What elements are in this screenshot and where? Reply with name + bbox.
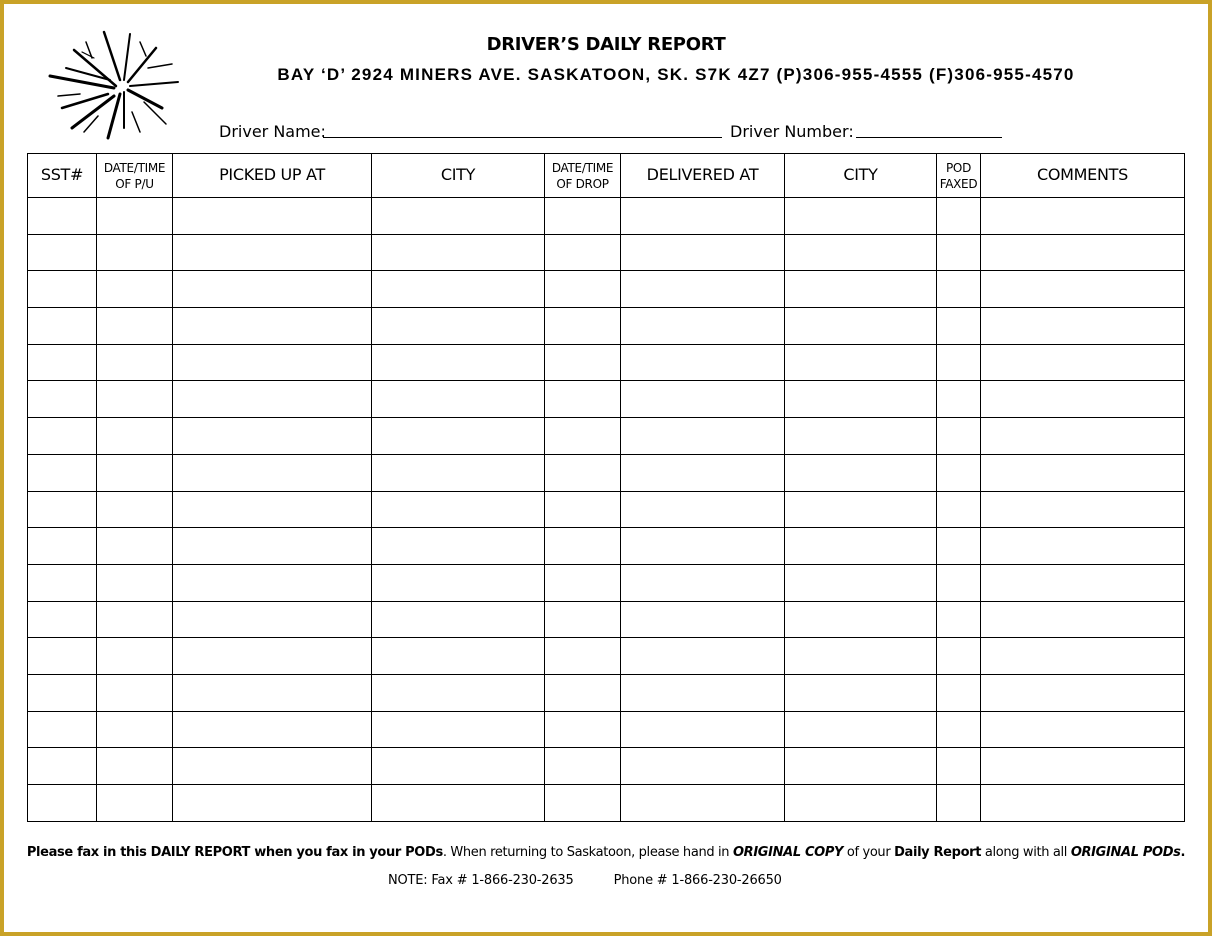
entry-cell-drop_city[interactable] <box>785 528 937 565</box>
entry-cell-drop_datetime[interactable] <box>545 381 621 418</box>
table-row <box>28 454 1185 491</box>
entry-cell-picked_up_at[interactable] <box>173 234 372 271</box>
phone-number: Phone # 1-866-230-26650 <box>613 873 782 888</box>
column-header-sst: SST# <box>28 154 97 198</box>
contact-note <box>388 873 782 888</box>
entry-cell-comments[interactable] <box>981 564 1185 601</box>
entry-cell-delivered_at[interactable] <box>621 271 785 308</box>
starburst-logo-icon <box>44 28 184 143</box>
entry-cell-drop_datetime[interactable] <box>545 454 621 491</box>
entry-cell-pu_city[interactable] <box>372 234 545 271</box>
entry-cell-drop_datetime[interactable] <box>545 491 621 528</box>
table-row <box>28 491 1185 528</box>
entry-cell-pod_faxed[interactable] <box>937 674 981 711</box>
entry-cell-drop_city[interactable] <box>785 638 937 675</box>
entry-cell-picked_up_at[interactable] <box>173 308 372 345</box>
fax-instructions: Please fax in this DAILY REPORT when you fax in your PODs. When returning to Saskatoon, please hand in ORIGINAL COPY of your Daily Report along with all ORIGINAL PODs. <box>26 845 1186 860</box>
entry-cell-picked_up_at[interactable] <box>173 528 372 565</box>
entry-cell-delivered_at[interactable] <box>621 711 785 748</box>
entry-cell-drop_datetime[interactable] <box>545 234 621 271</box>
entry-cell-delivered_at[interactable] <box>621 234 785 271</box>
entry-cell-sst[interactable] <box>28 528 97 565</box>
entry-cell-pod_faxed[interactable] <box>937 748 981 785</box>
entry-cell-picked_up_at[interactable] <box>173 674 372 711</box>
entry-cell-delivered_at[interactable] <box>621 308 785 345</box>
entry-cell-comments[interactable] <box>981 674 1185 711</box>
entry-cell-pu_city[interactable] <box>372 528 545 565</box>
column-header-picked-up-at: PICKED UP AT <box>173 154 372 198</box>
entry-cell-pu_datetime[interactable] <box>97 491 173 528</box>
column-header-delivered-at: DELIVERED AT <box>621 154 785 198</box>
entry-cell-pu_city[interactable] <box>372 601 545 638</box>
entry-cell-picked_up_at[interactable] <box>173 198 372 235</box>
entry-cell-comments[interactable] <box>981 381 1185 418</box>
table-row <box>28 198 1185 235</box>
entry-cell-delivered_at[interactable] <box>621 601 785 638</box>
entry-cell-pod_faxed[interactable] <box>937 308 981 345</box>
column-header-drop-datetime: DATE/TIME OF DROP <box>545 154 621 198</box>
entry-cell-drop_datetime[interactable] <box>545 711 621 748</box>
entry-cell-drop_city[interactable] <box>785 454 937 491</box>
entry-cell-picked_up_at[interactable] <box>173 748 372 785</box>
entry-cell-pu_datetime[interactable] <box>97 454 173 491</box>
column-header-comments: COMMENTS <box>981 154 1185 198</box>
entry-cell-sst[interactable] <box>28 748 97 785</box>
entry-cell-pu_datetime[interactable] <box>97 381 173 418</box>
entry-cell-drop_datetime[interactable] <box>545 528 621 565</box>
entry-cell-pu_city[interactable] <box>372 564 545 601</box>
entry-cell-comments[interactable] <box>981 528 1185 565</box>
table-row <box>28 711 1185 748</box>
entry-cell-picked_up_at[interactable] <box>173 271 372 308</box>
entry-cell-delivered_at[interactable] <box>621 748 785 785</box>
entry-cell-delivered_at[interactable] <box>621 674 785 711</box>
entry-cell-pod_faxed[interactable] <box>937 711 981 748</box>
entry-cell-sst[interactable] <box>28 674 97 711</box>
entry-cell-drop_city[interactable] <box>785 381 937 418</box>
entry-cell-sst[interactable] <box>28 418 97 455</box>
table-row <box>28 674 1185 711</box>
entry-cell-pod_faxed[interactable] <box>937 344 981 381</box>
entry-cell-picked_up_at[interactable] <box>173 785 372 822</box>
entry-cell-pu_city[interactable] <box>372 638 545 675</box>
entry-cell-pu_city[interactable] <box>372 785 545 822</box>
entry-cell-drop_datetime[interactable] <box>545 418 621 455</box>
entry-cell-picked_up_at[interactable] <box>173 418 372 455</box>
entry-cell-drop_datetime[interactable] <box>545 564 621 601</box>
entry-cell-comments[interactable] <box>981 234 1185 271</box>
entry-cell-sst[interactable] <box>28 601 97 638</box>
entry-cell-drop_city[interactable] <box>785 344 937 381</box>
entry-cell-comments[interactable] <box>981 491 1185 528</box>
entry-cell-drop_city[interactable] <box>785 234 937 271</box>
entry-cell-drop_datetime[interactable] <box>545 344 621 381</box>
entry-cell-comments[interactable] <box>981 454 1185 491</box>
entry-cell-drop_city[interactable] <box>785 271 937 308</box>
report-title: DRIVER’S DAILY REPORT <box>486 34 726 55</box>
entry-cell-comments[interactable] <box>981 344 1185 381</box>
entry-cell-sst[interactable] <box>28 381 97 418</box>
company-address: BAY ‘D’ 2924 MINERS AVE. SASKATOON, SK. S7K 4Z7 (P)306-955-4555 (F)306-955-4570 <box>277 65 1075 84</box>
entry-cell-pu_datetime[interactable] <box>97 308 173 345</box>
entry-cell-comments[interactable] <box>981 748 1185 785</box>
entry-cell-pu_datetime[interactable] <box>97 528 173 565</box>
column-header-pod-faxed: POD FAXED <box>937 154 981 198</box>
entry-cell-drop_datetime[interactable] <box>545 271 621 308</box>
table-row <box>28 528 1185 565</box>
entry-cell-drop_datetime[interactable] <box>545 785 621 822</box>
table-row <box>28 344 1185 381</box>
entry-cell-delivered_at[interactable] <box>621 564 785 601</box>
entry-cell-pu_city[interactable] <box>372 344 545 381</box>
entry-cell-pu_city[interactable] <box>372 381 545 418</box>
entry-cell-drop_city[interactable] <box>785 491 937 528</box>
entry-cell-pod_faxed[interactable] <box>937 381 981 418</box>
table-row <box>28 234 1185 271</box>
entry-cell-delivered_at[interactable] <box>621 638 785 675</box>
entry-cell-pu_datetime[interactable] <box>97 198 173 235</box>
entry-cell-delivered_at[interactable] <box>621 491 785 528</box>
entry-cell-drop_city[interactable] <box>785 748 937 785</box>
entry-cell-pod_faxed[interactable] <box>937 785 981 822</box>
entry-cell-pu_datetime[interactable] <box>97 638 173 675</box>
table-header-row <box>28 154 1185 198</box>
entry-cell-pu_datetime[interactable] <box>97 785 173 822</box>
entry-cell-pod_faxed[interactable] <box>937 198 981 235</box>
table-row <box>28 638 1185 675</box>
entry-cell-picked_up_at[interactable] <box>173 381 372 418</box>
entry-cell-drop_city[interactable] <box>785 601 937 638</box>
entry-cell-pu_city[interactable] <box>372 271 545 308</box>
column-header-pu-datetime: DATE/TIME OF P/U <box>97 154 173 198</box>
entry-cell-pod_faxed[interactable] <box>937 491 981 528</box>
entry-cell-pu_datetime[interactable] <box>97 271 173 308</box>
entry-cell-picked_up_at[interactable] <box>173 601 372 638</box>
entry-cell-pod_faxed[interactable] <box>937 234 981 271</box>
entry-cell-pod_faxed[interactable] <box>937 418 981 455</box>
entry-cell-pu_datetime[interactable] <box>97 418 173 455</box>
table-row <box>28 564 1185 601</box>
table-row <box>28 308 1185 345</box>
entry-cell-comments[interactable] <box>981 711 1185 748</box>
entry-cell-delivered_at[interactable] <box>621 381 785 418</box>
entry-cell-pu_city[interactable] <box>372 418 545 455</box>
entry-cell-pu_datetime[interactable] <box>97 748 173 785</box>
entry-cell-comments[interactable] <box>981 308 1185 345</box>
entry-cell-pu_datetime[interactable] <box>97 564 173 601</box>
entry-cell-comments[interactable] <box>981 418 1185 455</box>
entry-cell-drop_datetime[interactable] <box>545 674 621 711</box>
entry-cell-pu_datetime[interactable] <box>97 234 173 271</box>
entry-cell-drop_datetime[interactable] <box>545 638 621 675</box>
entry-cell-drop_datetime[interactable] <box>545 198 621 235</box>
daily-report-table <box>27 153 1185 822</box>
table-row <box>28 748 1185 785</box>
entry-cell-pu_datetime[interactable] <box>97 674 173 711</box>
entry-cell-delivered_at[interactable] <box>621 785 785 822</box>
entry-cell-picked_up_at[interactable] <box>173 711 372 748</box>
entry-cell-comments[interactable] <box>981 638 1185 675</box>
entry-cell-drop_city[interactable] <box>785 198 937 235</box>
entry-cell-sst[interactable] <box>28 785 97 822</box>
entry-cell-pu_city[interactable] <box>372 491 545 528</box>
driver-number-label: Driver Number: <box>730 122 854 141</box>
entry-cell-sst[interactable] <box>28 234 97 271</box>
driver-number-field[interactable] <box>856 137 1002 138</box>
entry-cell-pod_faxed[interactable] <box>937 528 981 565</box>
entry-cell-sst[interactable] <box>28 454 97 491</box>
entry-cell-pod_faxed[interactable] <box>937 454 981 491</box>
entry-cell-delivered_at[interactable] <box>621 454 785 491</box>
entry-cell-comments[interactable] <box>981 785 1185 822</box>
entry-cell-pu_datetime[interactable] <box>97 344 173 381</box>
entry-cell-pod_faxed[interactable] <box>937 601 981 638</box>
table-row <box>28 601 1185 638</box>
entry-cell-drop_city[interactable] <box>785 308 937 345</box>
entry-cell-drop_datetime[interactable] <box>545 308 621 345</box>
entry-cell-sst[interactable] <box>28 711 97 748</box>
entry-cell-pod_faxed[interactable] <box>937 564 981 601</box>
entry-cell-picked_up_at[interactable] <box>173 491 372 528</box>
entry-cell-drop_city[interactable] <box>785 564 937 601</box>
entry-cell-drop_city[interactable] <box>785 785 937 822</box>
entry-cell-comments[interactable] <box>981 198 1185 235</box>
entry-cell-drop_datetime[interactable] <box>545 748 621 785</box>
entry-cell-drop_city[interactable] <box>785 418 937 455</box>
driver-name-label: Driver Name: <box>219 122 326 141</box>
entry-cell-pu_city[interactable] <box>372 198 545 235</box>
entry-cell-delivered_at[interactable] <box>621 344 785 381</box>
column-header-pu-city: CITY <box>372 154 545 198</box>
entry-cell-sst[interactable] <box>28 308 97 345</box>
entry-cell-sst[interactable] <box>28 271 97 308</box>
table-row <box>28 381 1185 418</box>
table-row <box>28 785 1185 822</box>
entry-cell-pod_faxed[interactable] <box>937 271 981 308</box>
entry-cell-delivered_at[interactable] <box>621 198 785 235</box>
entry-cell-pu_city[interactable] <box>372 674 545 711</box>
entry-cell-drop_city[interactable] <box>785 711 937 748</box>
entry-cell-delivered_at[interactable] <box>621 528 785 565</box>
entry-cell-pu_city[interactable] <box>372 711 545 748</box>
entry-cell-comments[interactable] <box>981 271 1185 308</box>
column-header-drop-city: CITY <box>785 154 937 198</box>
entry-cell-comments[interactable] <box>981 601 1185 638</box>
entry-cell-pu_datetime[interactable] <box>97 711 173 748</box>
entry-cell-pu_city[interactable] <box>372 454 545 491</box>
driver-name-field[interactable] <box>323 137 722 138</box>
entry-cell-drop_city[interactable] <box>785 674 937 711</box>
table-row <box>28 418 1185 455</box>
entry-cell-sst[interactable] <box>28 344 97 381</box>
entry-cell-sst[interactable] <box>28 491 97 528</box>
entry-cell-sst[interactable] <box>28 198 97 235</box>
entry-cell-picked_up_at[interactable] <box>173 564 372 601</box>
entry-cell-pu_city[interactable] <box>372 308 545 345</box>
fax-number: NOTE: Fax # 1-866-230-2635 <box>388 873 574 888</box>
table-row <box>28 271 1185 308</box>
entry-cell-picked_up_at[interactable] <box>173 454 372 491</box>
entry-cell-sst[interactable] <box>28 638 97 675</box>
entry-cell-sst[interactable] <box>28 564 97 601</box>
entry-cell-pu_city[interactable] <box>372 748 545 785</box>
entry-cell-pod_faxed[interactable] <box>937 638 981 675</box>
entry-cell-delivered_at[interactable] <box>621 418 785 455</box>
entry-cell-drop_datetime[interactable] <box>545 601 621 638</box>
entry-cell-picked_up_at[interactable] <box>173 344 372 381</box>
entry-cell-picked_up_at[interactable] <box>173 638 372 675</box>
entry-cell-pu_datetime[interactable] <box>97 601 173 638</box>
